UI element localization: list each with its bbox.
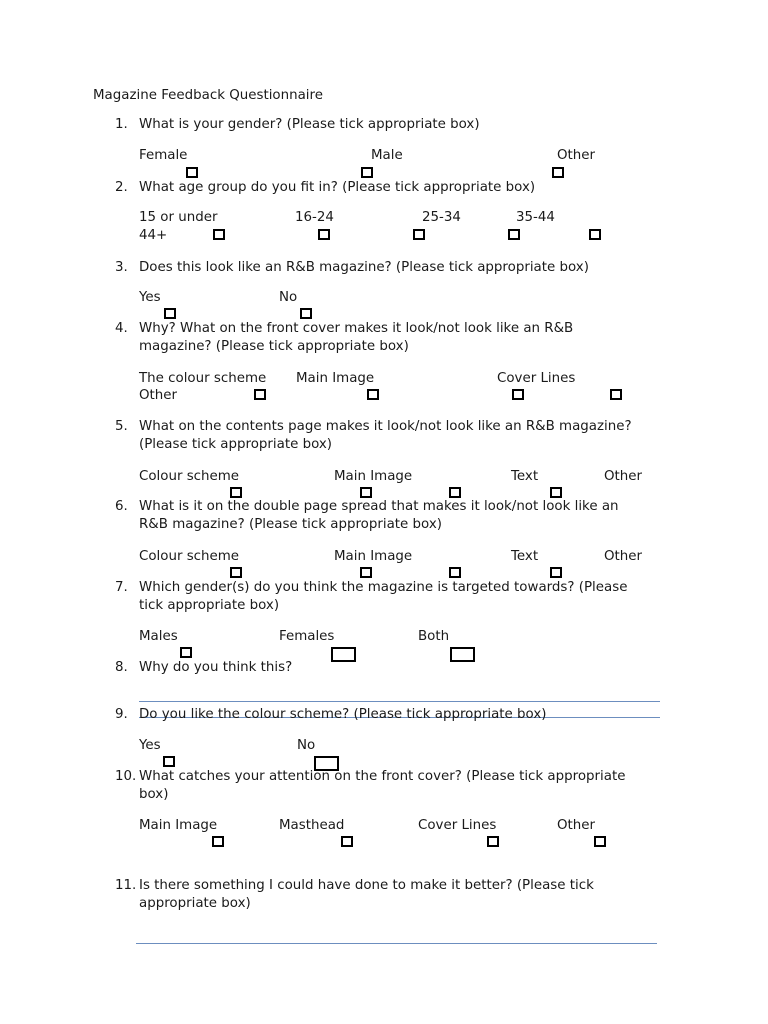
option-label: Text bbox=[511, 549, 539, 564]
question-text: R&B magazine? (Please tick appropriate box) bbox=[139, 517, 442, 532]
question-text: Why? What on the front cover makes it look/not look like an R&B bbox=[139, 321, 574, 336]
checkbox[interactable] bbox=[360, 487, 372, 498]
option-label: Colour scheme bbox=[139, 549, 240, 564]
checkbox[interactable] bbox=[163, 756, 175, 767]
checkbox[interactable] bbox=[552, 167, 564, 178]
option-label: 25-34 bbox=[422, 210, 461, 225]
option-label: 35-44 bbox=[516, 210, 555, 225]
question-number: 8. bbox=[115, 660, 128, 675]
checkbox[interactable] bbox=[300, 308, 312, 319]
option-label: 15 or under bbox=[139, 210, 218, 225]
checkbox[interactable] bbox=[254, 389, 266, 400]
question-text: Why do you think this? bbox=[139, 660, 293, 675]
option-label: Main Image bbox=[334, 549, 413, 564]
option-label: Males bbox=[139, 629, 178, 644]
question-text: appropriate box) bbox=[139, 896, 251, 911]
option-label: Female bbox=[139, 148, 188, 163]
question-text: tick appropriate box) bbox=[139, 598, 280, 613]
page-title: Magazine Feedback Questionnaire bbox=[93, 88, 323, 103]
question-text: What on the contents page makes it look/not look like an R&B magazine? bbox=[139, 419, 632, 434]
question-text: box) bbox=[139, 787, 169, 802]
question-text: What catches your attention on the front cover? (Please tick appropriate bbox=[139, 769, 626, 784]
checkbox[interactable] bbox=[449, 487, 461, 498]
option-label: Females bbox=[279, 629, 335, 644]
answer-line[interactable] bbox=[139, 701, 660, 702]
option-label: Other bbox=[604, 549, 643, 564]
checkbox[interactable] bbox=[487, 836, 499, 847]
option-label: Text bbox=[511, 469, 539, 484]
question-number: 10. bbox=[115, 769, 137, 784]
checkbox[interactable] bbox=[367, 389, 379, 400]
option-label: Cover Lines bbox=[418, 818, 497, 833]
option-label: Masthead bbox=[279, 818, 345, 833]
checkbox[interactable] bbox=[450, 647, 475, 662]
checkbox[interactable] bbox=[318, 229, 330, 240]
answer-line[interactable] bbox=[136, 943, 657, 944]
checkbox[interactable] bbox=[213, 229, 225, 240]
checkbox[interactable] bbox=[341, 836, 353, 847]
option-label: Main Image bbox=[139, 818, 218, 833]
question-number: 7. bbox=[115, 580, 128, 595]
checkbox[interactable] bbox=[361, 167, 373, 178]
checkbox[interactable] bbox=[413, 229, 425, 240]
option-label: 44+ bbox=[139, 228, 168, 243]
question-number: 4. bbox=[115, 321, 128, 336]
checkbox[interactable] bbox=[331, 647, 356, 662]
option-label: Other bbox=[139, 388, 178, 403]
question-number: 3. bbox=[115, 260, 128, 275]
option-label: Colour scheme bbox=[139, 469, 240, 484]
checkbox[interactable] bbox=[512, 389, 524, 400]
option-label: Other bbox=[604, 469, 643, 484]
option-label: Yes bbox=[139, 738, 161, 753]
question-number: 6. bbox=[115, 499, 128, 514]
question-text: (Please tick appropriate box) bbox=[139, 437, 332, 452]
option-label: Other bbox=[557, 148, 596, 163]
option-label: 16-24 bbox=[295, 210, 334, 225]
checkbox[interactable] bbox=[594, 836, 606, 847]
question-text: What is it on the double page spread that makes it look/not look like an bbox=[139, 499, 619, 514]
question-text: What is your gender? (Please tick appropriate box) bbox=[139, 117, 480, 132]
question-text: Which gender(s) do you think the magazine is targeted towards? (Please bbox=[139, 580, 628, 595]
option-label: Male bbox=[371, 148, 403, 163]
checkbox[interactable] bbox=[164, 308, 176, 319]
option-label: The colour scheme bbox=[139, 371, 267, 386]
question-text: Does this look like an R&B magazine? (Please tick appropriate box) bbox=[139, 260, 589, 275]
option-label: Yes bbox=[139, 290, 161, 305]
question-number: 9. bbox=[115, 707, 128, 722]
checkbox[interactable] bbox=[180, 647, 192, 658]
question-text: magazine? (Please tick appropriate box) bbox=[139, 339, 409, 354]
checkbox[interactable] bbox=[186, 167, 198, 178]
checkbox[interactable] bbox=[230, 567, 242, 578]
checkbox[interactable] bbox=[212, 836, 224, 847]
question-text: What age group do you fit in? (Please tick appropriate box) bbox=[139, 180, 536, 195]
option-label: No bbox=[297, 738, 316, 753]
question-number: 1. bbox=[115, 117, 128, 132]
question-number: 5. bbox=[115, 419, 128, 434]
option-label: Cover Lines bbox=[497, 371, 576, 386]
question-number: 11. bbox=[115, 878, 137, 893]
question-number: 2. bbox=[115, 180, 128, 195]
option-label: Main Image bbox=[334, 469, 413, 484]
checkbox[interactable] bbox=[508, 229, 520, 240]
checkbox[interactable] bbox=[360, 567, 372, 578]
checkbox[interactable] bbox=[550, 487, 562, 498]
option-label: Other bbox=[557, 818, 596, 833]
question-text: Is there something I could have done to make it better? (Please tick bbox=[139, 878, 594, 893]
checkbox[interactable] bbox=[610, 389, 622, 400]
option-label: Both bbox=[418, 629, 450, 644]
checkbox[interactable] bbox=[589, 229, 601, 240]
option-label: Main Image bbox=[296, 371, 375, 386]
checkbox[interactable] bbox=[449, 567, 461, 578]
question-text: Do you like the colour scheme? (Please tick appropriate box) bbox=[139, 707, 547, 722]
checkbox[interactable] bbox=[550, 567, 562, 578]
checkbox[interactable] bbox=[230, 487, 242, 498]
option-label: No bbox=[279, 290, 298, 305]
